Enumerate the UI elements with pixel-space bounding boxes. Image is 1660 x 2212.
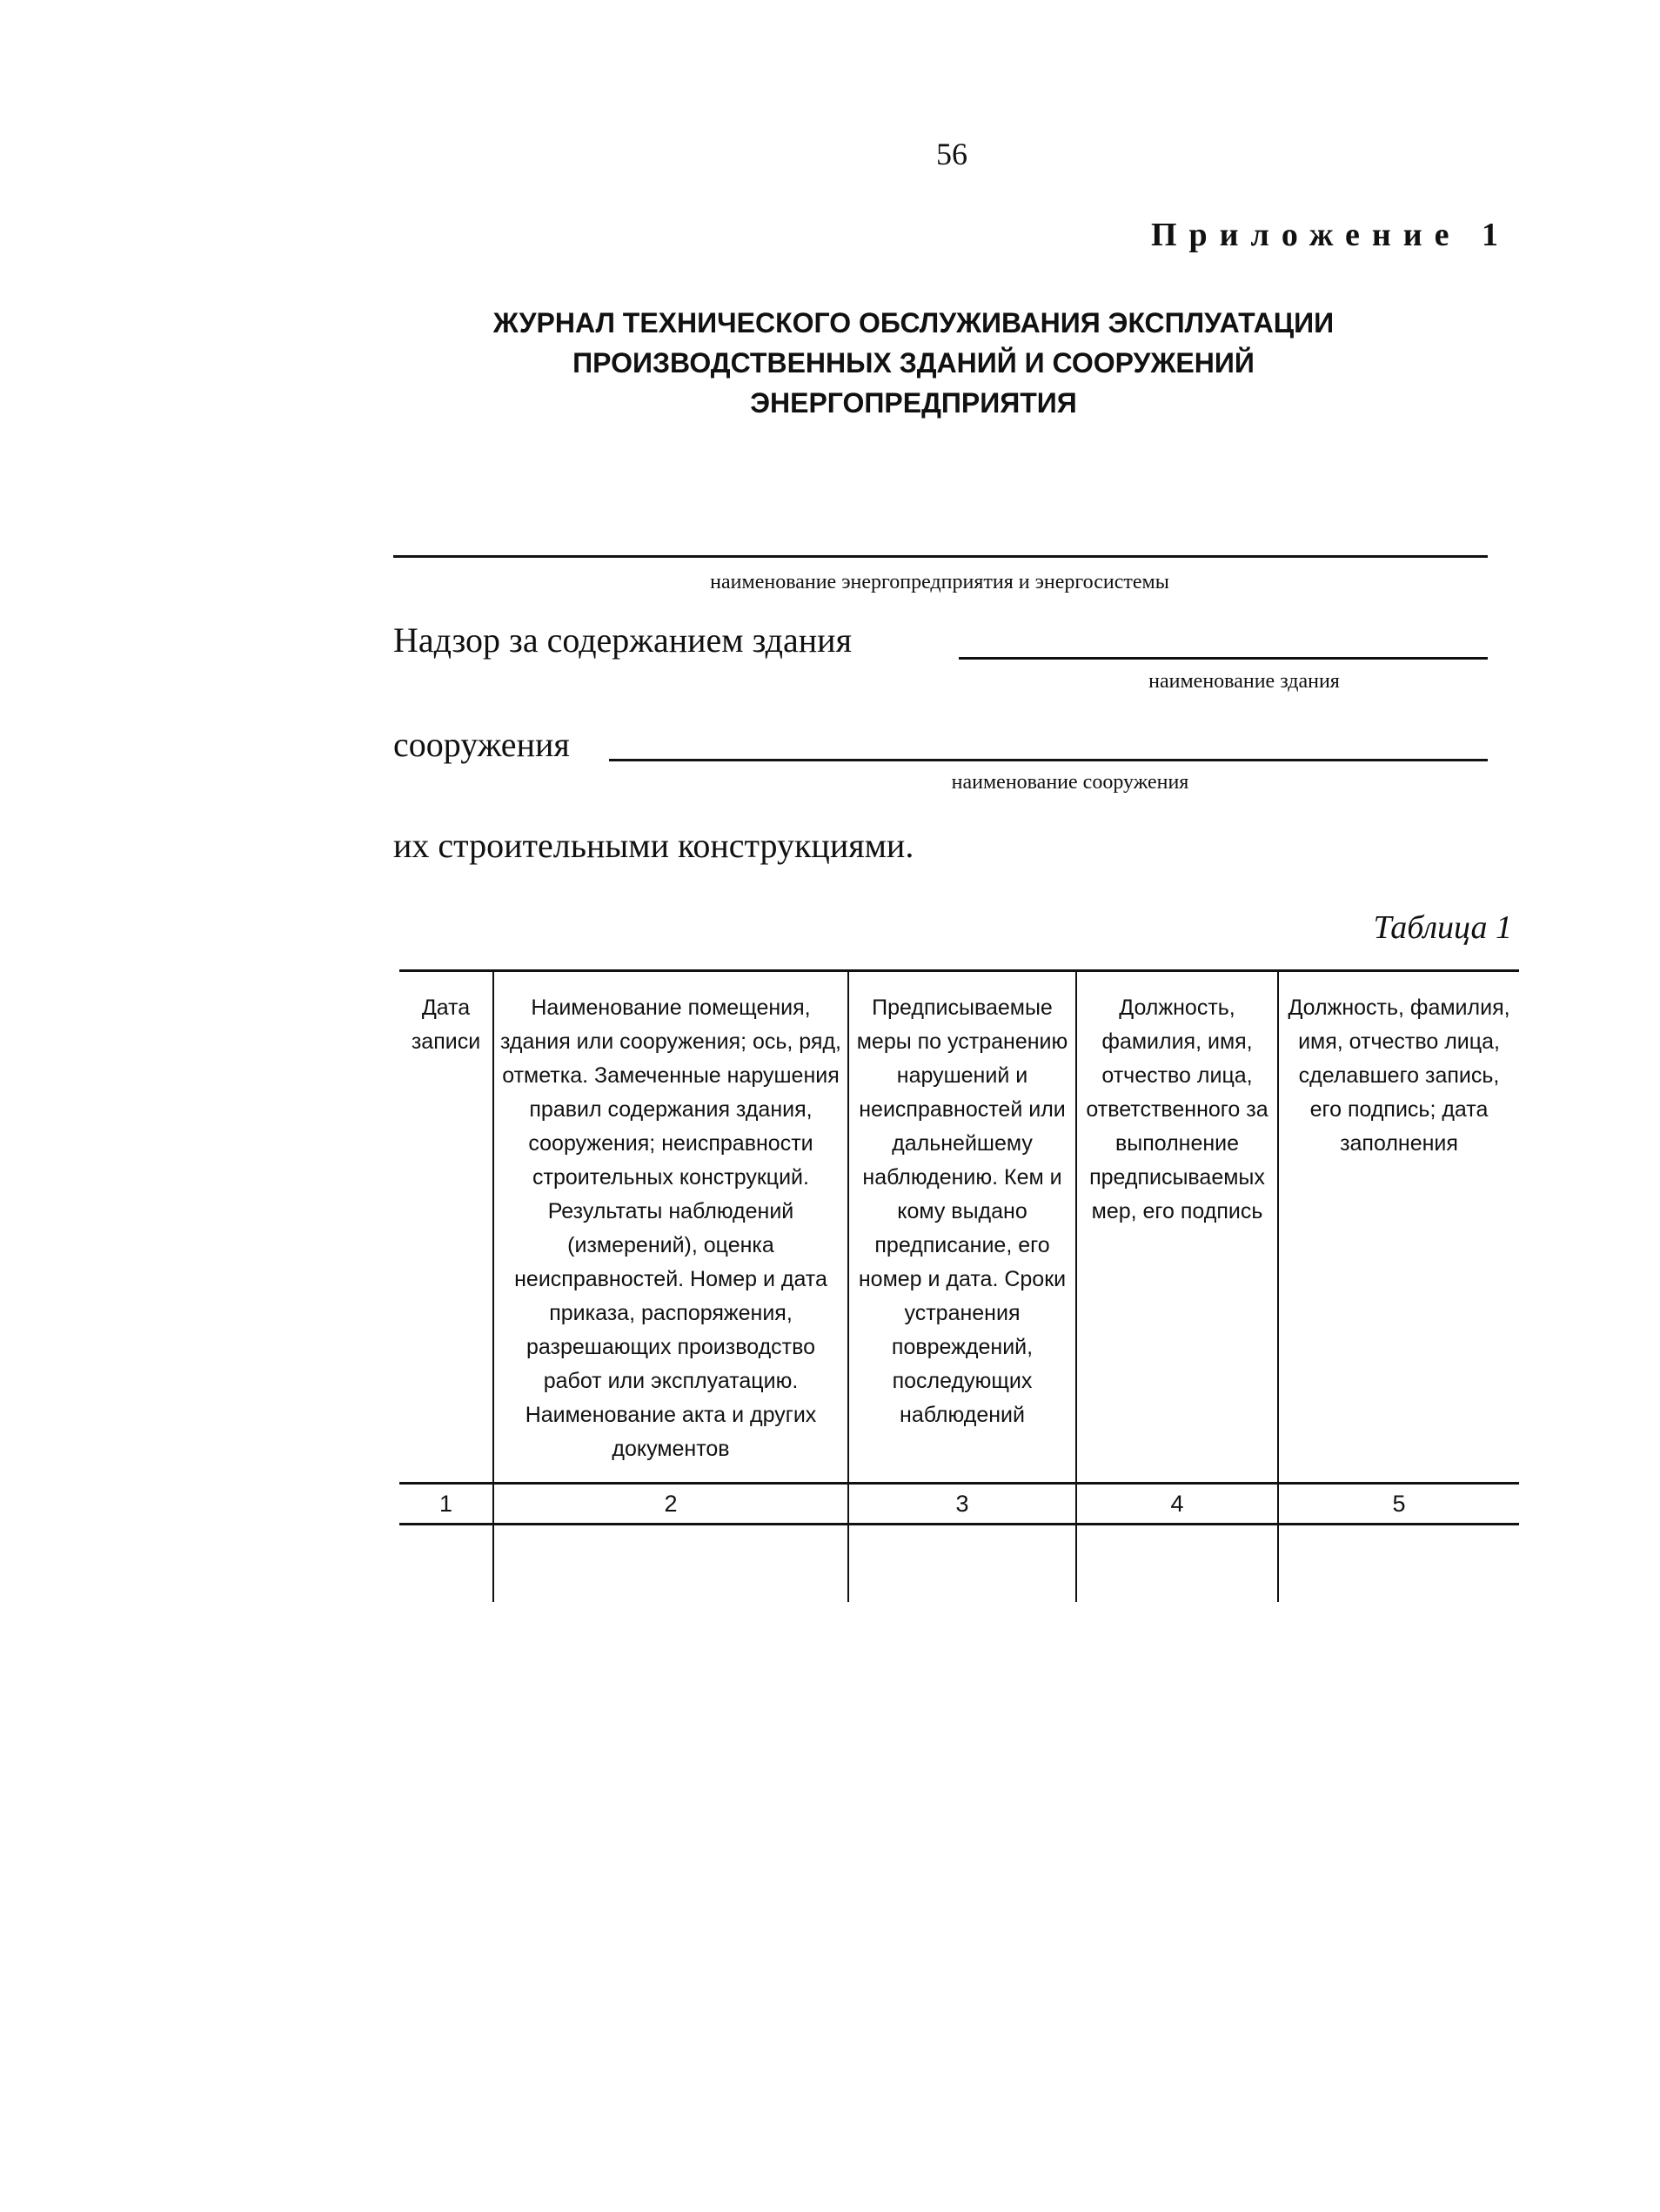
blank-cell <box>1278 1525 1519 1603</box>
page-number: 56 <box>936 137 967 171</box>
structure-caption: наименование сооружения <box>951 771 1189 794</box>
building-name-line <box>959 657 1488 660</box>
structure-name-line <box>609 759 1488 761</box>
column-number: 1 <box>399 1484 493 1525</box>
appendix-label: Приложение 1 <box>1150 217 1510 253</box>
document-title <box>435 303 1392 423</box>
column-number: 2 <box>493 1484 848 1525</box>
header-responsible-person: Должность, фамилия, имя, отчество лица, ответственного за выполнение предписываемых мер, его подпись <box>1076 971 1278 1484</box>
supervision-label: Надзор за содержанием здания <box>393 620 852 660</box>
title-line-2: ПРОИЗВОДСТВЕННЫХ ЗДАНИЙ И СООРУЖЕНИЙ <box>572 347 1255 379</box>
table-label: Таблица 1 <box>1373 909 1512 946</box>
title-line-1: ЖУРНАЛ ТЕХНИЧЕСКОГО ОБСЛУЖИВАНИЯ ЭКСПЛУАТАЦИИ <box>492 307 1335 339</box>
title-line-3: ЭНЕРГОПРЕДПРИЯТИЯ <box>750 387 1077 419</box>
header-record-author: Должность, фамилия, имя, отчество лица, сделавшего запись, его подпись; дата заполнения <box>1278 971 1519 1484</box>
blank-cell <box>848 1525 1076 1603</box>
enterprise-name-line <box>393 555 1488 558</box>
building-caption: наименование здания <box>1148 670 1340 693</box>
column-number: 3 <box>848 1484 1076 1525</box>
blank-cell <box>399 1525 493 1603</box>
enterprise-caption: наименование энергопредприятия и энергосистемы <box>710 571 1169 593</box>
column-number: 4 <box>1076 1484 1278 1525</box>
structure-label: сооружения <box>393 725 570 764</box>
blank-cell <box>493 1525 848 1603</box>
header-location-and-violations: Наименование помещения, здания или сооружения; ось, ряд, отметка. Замеченные нарушения правил содержания здания, сооружения; неисправности строительных конструкций. Результаты наблюдений (измерений), оценка неисправностей. Номер и дата приказа, распоряжения, разрешающих производство работ или эксплуатацию. Наименование акта и других документов <box>493 971 848 1484</box>
header-record-date: Дата записи <box>399 971 493 1484</box>
column-number: 5 <box>1278 1484 1519 1525</box>
closing-text: их строительными конструкциями. <box>393 826 914 865</box>
header-row <box>399 971 1519 1484</box>
blank-cell <box>1076 1525 1278 1603</box>
journal-table <box>399 969 1519 1602</box>
blank-entry-row <box>399 1525 1519 1603</box>
header-prescribed-measures: Предписываемые меры по устранению нарушений и неисправностей или дальнейшему наблюдению. Кем и кому выдано предписание, его номер и дата. Сроки устранения повреждений, последующих наблюдений <box>848 971 1076 1484</box>
column-number-row <box>399 1484 1519 1525</box>
